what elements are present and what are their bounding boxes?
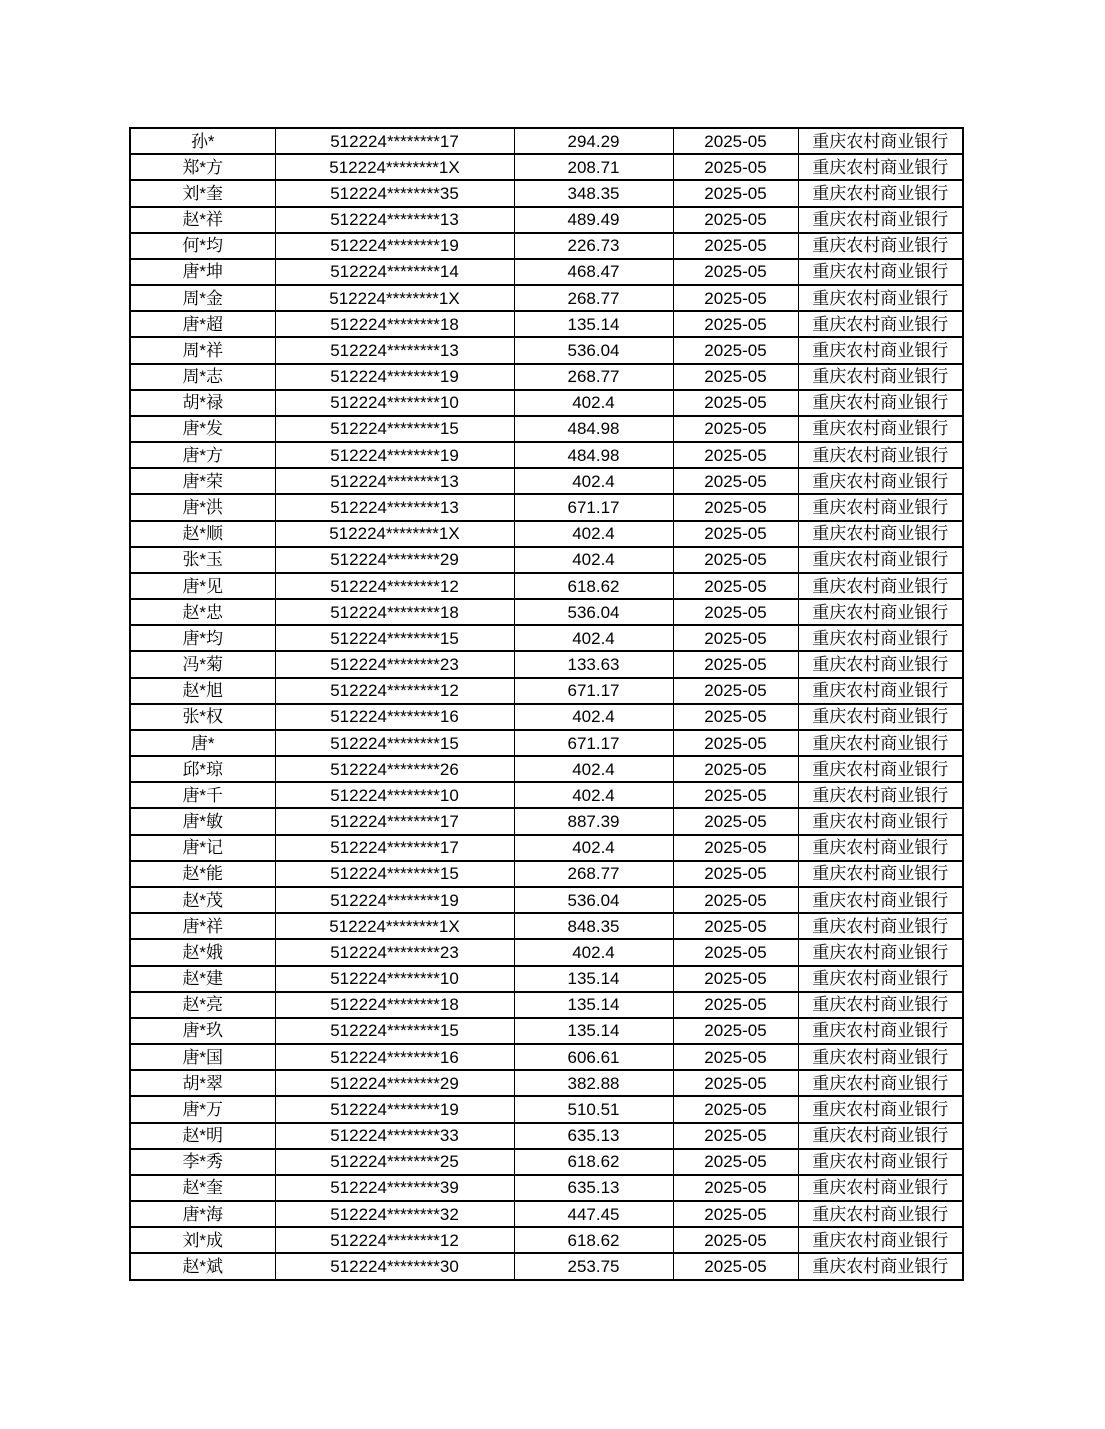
month-cell: 2025-05 [673, 861, 798, 887]
name-cell: 唐*洪 [130, 494, 275, 520]
amount-cell: 402.4 [514, 625, 673, 651]
table-row [130, 180, 963, 206]
table-row [130, 364, 963, 390]
amount-cell: 848.35 [514, 913, 673, 939]
name-cell: 张*玉 [130, 547, 275, 573]
bank-cell: 重庆农村商业银行 [798, 1096, 963, 1122]
table-row [130, 1123, 963, 1149]
id-masked-cell: 512224********32 [275, 1201, 514, 1227]
name-cell: 赵*明 [130, 1123, 275, 1149]
name-cell: 郑*方 [130, 154, 275, 180]
name-cell: 唐*坤 [130, 259, 275, 285]
table-row [130, 782, 963, 808]
name-cell: 胡*禄 [130, 390, 275, 416]
bank-cell: 重庆农村商业银行 [798, 494, 963, 520]
name-cell: 唐*敏 [130, 808, 275, 834]
amount-cell: 635.13 [514, 1123, 673, 1149]
month-cell: 2025-05 [673, 180, 798, 206]
table-row [130, 1253, 963, 1280]
name-cell: 唐*祥 [130, 913, 275, 939]
name-cell: 唐*均 [130, 625, 275, 651]
amount-cell: 489.49 [514, 207, 673, 233]
name-cell: 唐*海 [130, 1201, 275, 1227]
name-cell: 赵*亮 [130, 992, 275, 1018]
bank-cell: 重庆农村商业银行 [798, 285, 963, 311]
table-row [130, 625, 963, 651]
name-cell: 唐*玖 [130, 1018, 275, 1044]
bank-cell: 重庆农村商业银行 [798, 1018, 963, 1044]
bank-cell: 重庆农村商业银行 [798, 573, 963, 599]
id-masked-cell: 512224********13 [275, 207, 514, 233]
table-row [130, 1044, 963, 1070]
bank-cell: 重庆农村商业银行 [798, 207, 963, 233]
table-row [130, 259, 963, 285]
name-cell: 刘*奎 [130, 180, 275, 206]
amount-cell: 268.77 [514, 285, 673, 311]
table-row [130, 128, 963, 154]
bank-cell: 重庆农村商业银行 [798, 651, 963, 677]
bank-cell: 重庆农村商业银行 [798, 233, 963, 259]
id-masked-cell: 512224********26 [275, 756, 514, 782]
name-cell: 唐*记 [130, 835, 275, 861]
month-cell: 2025-05 [673, 1070, 798, 1096]
id-masked-cell: 512224********19 [275, 364, 514, 390]
bank-cell: 重庆农村商业银行 [798, 468, 963, 494]
amount-cell: 268.77 [514, 861, 673, 887]
month-cell: 2025-05 [673, 756, 798, 782]
name-cell: 周*志 [130, 364, 275, 390]
month-cell: 2025-05 [673, 625, 798, 651]
bank-cell: 重庆农村商业银行 [798, 939, 963, 965]
bank-cell: 重庆农村商业银行 [798, 1123, 963, 1149]
table-row [130, 468, 963, 494]
month-cell: 2025-05 [673, 521, 798, 547]
id-masked-cell: 512224********15 [275, 625, 514, 651]
month-cell: 2025-05 [673, 1018, 798, 1044]
amount-cell: 226.73 [514, 233, 673, 259]
month-cell: 2025-05 [673, 1044, 798, 1070]
bank-cell: 重庆农村商业银行 [798, 756, 963, 782]
id-masked-cell: 512224********13 [275, 494, 514, 520]
amount-cell: 536.04 [514, 337, 673, 363]
bank-cell: 重庆农村商业银行 [798, 966, 963, 992]
bank-cell: 重庆农村商业银行 [798, 390, 963, 416]
month-cell: 2025-05 [673, 1149, 798, 1175]
table-row [130, 756, 963, 782]
name-cell: 唐*方 [130, 442, 275, 468]
month-cell: 2025-05 [673, 966, 798, 992]
amount-cell: 536.04 [514, 887, 673, 913]
month-cell: 2025-05 [673, 285, 798, 311]
id-masked-cell: 512224********19 [275, 233, 514, 259]
table-row [130, 494, 963, 520]
table-row [130, 861, 963, 887]
bank-cell: 重庆农村商业银行 [798, 782, 963, 808]
amount-cell: 294.29 [514, 128, 673, 154]
name-cell: 唐*国 [130, 1044, 275, 1070]
name-cell: 唐*千 [130, 782, 275, 808]
amount-cell: 135.14 [514, 311, 673, 337]
id-masked-cell: 512224********1X [275, 154, 514, 180]
table-row [130, 207, 963, 233]
id-masked-cell: 512224********15 [275, 1018, 514, 1044]
table-row [130, 573, 963, 599]
amount-cell: 348.35 [514, 180, 673, 206]
amount-cell: 253.75 [514, 1253, 673, 1280]
month-cell: 2025-05 [673, 311, 798, 337]
name-cell: 赵*能 [130, 861, 275, 887]
bank-cell: 重庆农村商业银行 [798, 337, 963, 363]
table-row [130, 939, 963, 965]
id-masked-cell: 512224********18 [275, 992, 514, 1018]
name-cell: 唐*万 [130, 1096, 275, 1122]
name-cell: 周*祥 [130, 337, 275, 363]
amount-cell: 484.98 [514, 442, 673, 468]
month-cell: 2025-05 [673, 782, 798, 808]
name-cell: 孙* [130, 128, 275, 154]
amount-cell: 402.4 [514, 468, 673, 494]
table-row [130, 651, 963, 677]
table-row [130, 1096, 963, 1122]
month-cell: 2025-05 [673, 442, 798, 468]
name-cell: 赵*奎 [130, 1175, 275, 1201]
bank-cell: 重庆农村商业银行 [798, 1044, 963, 1070]
id-masked-cell: 512224********10 [275, 966, 514, 992]
bank-cell: 重庆农村商业银行 [798, 311, 963, 337]
month-cell: 2025-05 [673, 1123, 798, 1149]
table-row [130, 337, 963, 363]
month-cell: 2025-05 [673, 599, 798, 625]
name-cell: 赵*顺 [130, 521, 275, 547]
amount-cell: 382.88 [514, 1070, 673, 1096]
bank-cell: 重庆农村商业银行 [798, 704, 963, 730]
month-cell: 2025-05 [673, 913, 798, 939]
id-masked-cell: 512224********29 [275, 547, 514, 573]
month-cell: 2025-05 [673, 259, 798, 285]
month-cell: 2025-05 [673, 337, 798, 363]
bank-cell: 重庆农村商业银行 [798, 808, 963, 834]
amount-cell: 618.62 [514, 1149, 673, 1175]
id-masked-cell: 512224********33 [275, 1123, 514, 1149]
month-cell: 2025-05 [673, 494, 798, 520]
bank-cell: 重庆农村商业银行 [798, 1253, 963, 1280]
name-cell: 赵*祥 [130, 207, 275, 233]
id-masked-cell: 512224********15 [275, 730, 514, 756]
bank-cell: 重庆农村商业银行 [798, 259, 963, 285]
id-masked-cell: 512224********12 [275, 678, 514, 704]
month-cell: 2025-05 [673, 704, 798, 730]
table-row [130, 887, 963, 913]
table-row [130, 390, 963, 416]
table-row [130, 678, 963, 704]
table-row [130, 1070, 963, 1096]
table-row [130, 704, 963, 730]
bank-cell: 重庆农村商业银行 [798, 678, 963, 704]
table-row [130, 547, 963, 573]
id-masked-cell: 512224********19 [275, 887, 514, 913]
bank-cell: 重庆农村商业银行 [798, 599, 963, 625]
month-cell: 2025-05 [673, 808, 798, 834]
bank-cell: 重庆农村商业银行 [798, 1201, 963, 1227]
month-cell: 2025-05 [673, 1096, 798, 1122]
amount-cell: 536.04 [514, 599, 673, 625]
id-masked-cell: 512224********1X [275, 913, 514, 939]
bank-cell: 重庆农村商业银行 [798, 992, 963, 1018]
id-masked-cell: 512224********15 [275, 416, 514, 442]
amount-cell: 447.45 [514, 1201, 673, 1227]
table-row [130, 913, 963, 939]
amount-cell: 208.71 [514, 154, 673, 180]
month-cell: 2025-05 [673, 416, 798, 442]
bank-cell: 重庆农村商业银行 [798, 180, 963, 206]
id-masked-cell: 512224********18 [275, 311, 514, 337]
amount-cell: 402.4 [514, 835, 673, 861]
amount-cell: 484.98 [514, 416, 673, 442]
id-masked-cell: 512224********12 [275, 1227, 514, 1253]
bank-cell: 重庆农村商业银行 [798, 835, 963, 861]
amount-cell: 402.4 [514, 547, 673, 573]
month-cell: 2025-05 [673, 887, 798, 913]
table-row [130, 599, 963, 625]
amount-cell: 402.4 [514, 939, 673, 965]
name-cell: 唐*荣 [130, 468, 275, 494]
month-cell: 2025-05 [673, 1227, 798, 1253]
name-cell: 冯*菊 [130, 651, 275, 677]
table-row [130, 311, 963, 337]
bank-cell: 重庆农村商业银行 [798, 416, 963, 442]
id-masked-cell: 512224********13 [275, 468, 514, 494]
bank-cell: 重庆农村商业银行 [798, 154, 963, 180]
table-row [130, 1149, 963, 1175]
bank-cell: 重庆农村商业银行 [798, 887, 963, 913]
bank-cell: 重庆农村商业银行 [798, 861, 963, 887]
month-cell: 2025-05 [673, 233, 798, 259]
month-cell: 2025-05 [673, 573, 798, 599]
bank-cell: 重庆农村商业银行 [798, 442, 963, 468]
amount-cell: 402.4 [514, 521, 673, 547]
id-masked-cell: 512224********12 [275, 573, 514, 599]
month-cell: 2025-05 [673, 207, 798, 233]
table-row [130, 442, 963, 468]
name-cell: 赵*忠 [130, 599, 275, 625]
table-row [130, 154, 963, 180]
id-masked-cell: 512224********16 [275, 1044, 514, 1070]
month-cell: 2025-05 [673, 468, 798, 494]
bank-cell: 重庆农村商业银行 [798, 547, 963, 573]
month-cell: 2025-05 [673, 1201, 798, 1227]
table-row [130, 233, 963, 259]
payment-table [129, 127, 964, 1281]
name-cell: 唐*发 [130, 416, 275, 442]
id-masked-cell: 512224********19 [275, 442, 514, 468]
id-masked-cell: 512224********16 [275, 704, 514, 730]
table-row [130, 808, 963, 834]
month-cell: 2025-05 [673, 730, 798, 756]
table-row [130, 1227, 963, 1253]
bank-cell: 重庆农村商业银行 [798, 128, 963, 154]
bank-cell: 重庆农村商业银行 [798, 521, 963, 547]
name-cell: 赵*建 [130, 966, 275, 992]
month-cell: 2025-05 [673, 992, 798, 1018]
id-masked-cell: 512224********10 [275, 782, 514, 808]
amount-cell: 618.62 [514, 573, 673, 599]
id-masked-cell: 512224********19 [275, 1096, 514, 1122]
name-cell: 刘*成 [130, 1227, 275, 1253]
table-row [130, 521, 963, 547]
name-cell: 胡*翠 [130, 1070, 275, 1096]
id-masked-cell: 512224********13 [275, 337, 514, 363]
id-masked-cell: 512224********39 [275, 1175, 514, 1201]
month-cell: 2025-05 [673, 678, 798, 704]
id-masked-cell: 512224********18 [275, 599, 514, 625]
amount-cell: 402.4 [514, 756, 673, 782]
amount-cell: 887.39 [514, 808, 673, 834]
bank-cell: 重庆农村商业银行 [798, 1175, 963, 1201]
month-cell: 2025-05 [673, 547, 798, 573]
month-cell: 2025-05 [673, 128, 798, 154]
table-body [130, 128, 963, 1280]
month-cell: 2025-05 [673, 939, 798, 965]
id-masked-cell: 512224********15 [275, 861, 514, 887]
amount-cell: 402.4 [514, 704, 673, 730]
table-row [130, 835, 963, 861]
month-cell: 2025-05 [673, 154, 798, 180]
table-row [130, 1175, 963, 1201]
id-masked-cell: 512224********17 [275, 808, 514, 834]
table-row [130, 1201, 963, 1227]
id-masked-cell: 512224********10 [275, 390, 514, 416]
month-cell: 2025-05 [673, 364, 798, 390]
table-row [130, 1018, 963, 1044]
name-cell: 邱*琼 [130, 756, 275, 782]
name-cell: 李*秀 [130, 1149, 275, 1175]
month-cell: 2025-05 [673, 1253, 798, 1280]
id-masked-cell: 512224********17 [275, 128, 514, 154]
bank-cell: 重庆农村商业银行 [798, 913, 963, 939]
table-row [130, 416, 963, 442]
amount-cell: 606.61 [514, 1044, 673, 1070]
table-row [130, 285, 963, 311]
amount-cell: 510.51 [514, 1096, 673, 1122]
id-masked-cell: 512224********23 [275, 939, 514, 965]
amount-cell: 635.13 [514, 1175, 673, 1201]
id-masked-cell: 512224********23 [275, 651, 514, 677]
amount-cell: 671.17 [514, 730, 673, 756]
name-cell: 唐*见 [130, 573, 275, 599]
table-row [130, 730, 963, 756]
amount-cell: 135.14 [514, 992, 673, 1018]
amount-cell: 135.14 [514, 1018, 673, 1044]
name-cell: 何*均 [130, 233, 275, 259]
name-cell: 赵*旭 [130, 678, 275, 704]
id-masked-cell: 512224********17 [275, 835, 514, 861]
amount-cell: 671.17 [514, 494, 673, 520]
bank-cell: 重庆农村商业银行 [798, 730, 963, 756]
month-cell: 2025-05 [673, 835, 798, 861]
amount-cell: 468.47 [514, 259, 673, 285]
id-masked-cell: 512224********35 [275, 180, 514, 206]
bank-cell: 重庆农村商业银行 [798, 364, 963, 390]
amount-cell: 618.62 [514, 1227, 673, 1253]
name-cell: 唐* [130, 730, 275, 756]
amount-cell: 135.14 [514, 966, 673, 992]
name-cell: 赵*茂 [130, 887, 275, 913]
bank-cell: 重庆农村商业银行 [798, 1227, 963, 1253]
id-masked-cell: 512224********1X [275, 285, 514, 311]
bank-cell: 重庆农村商业银行 [798, 1149, 963, 1175]
id-masked-cell: 512224********1X [275, 521, 514, 547]
id-masked-cell: 512224********30 [275, 1253, 514, 1280]
table-row [130, 966, 963, 992]
month-cell: 2025-05 [673, 390, 798, 416]
name-cell: 赵*娥 [130, 939, 275, 965]
amount-cell: 402.4 [514, 782, 673, 808]
id-masked-cell: 512224********25 [275, 1149, 514, 1175]
bank-cell: 重庆农村商业银行 [798, 625, 963, 651]
amount-cell: 268.77 [514, 364, 673, 390]
name-cell: 周*金 [130, 285, 275, 311]
id-masked-cell: 512224********14 [275, 259, 514, 285]
month-cell: 2025-05 [673, 1175, 798, 1201]
name-cell: 唐*超 [130, 311, 275, 337]
name-cell: 张*权 [130, 704, 275, 730]
id-masked-cell: 512224********29 [275, 1070, 514, 1096]
name-cell: 赵*斌 [130, 1253, 275, 1280]
amount-cell: 671.17 [514, 678, 673, 704]
bank-cell: 重庆农村商业银行 [798, 1070, 963, 1096]
table-row [130, 992, 963, 1018]
amount-cell: 402.4 [514, 390, 673, 416]
amount-cell: 133.63 [514, 651, 673, 677]
month-cell: 2025-05 [673, 651, 798, 677]
